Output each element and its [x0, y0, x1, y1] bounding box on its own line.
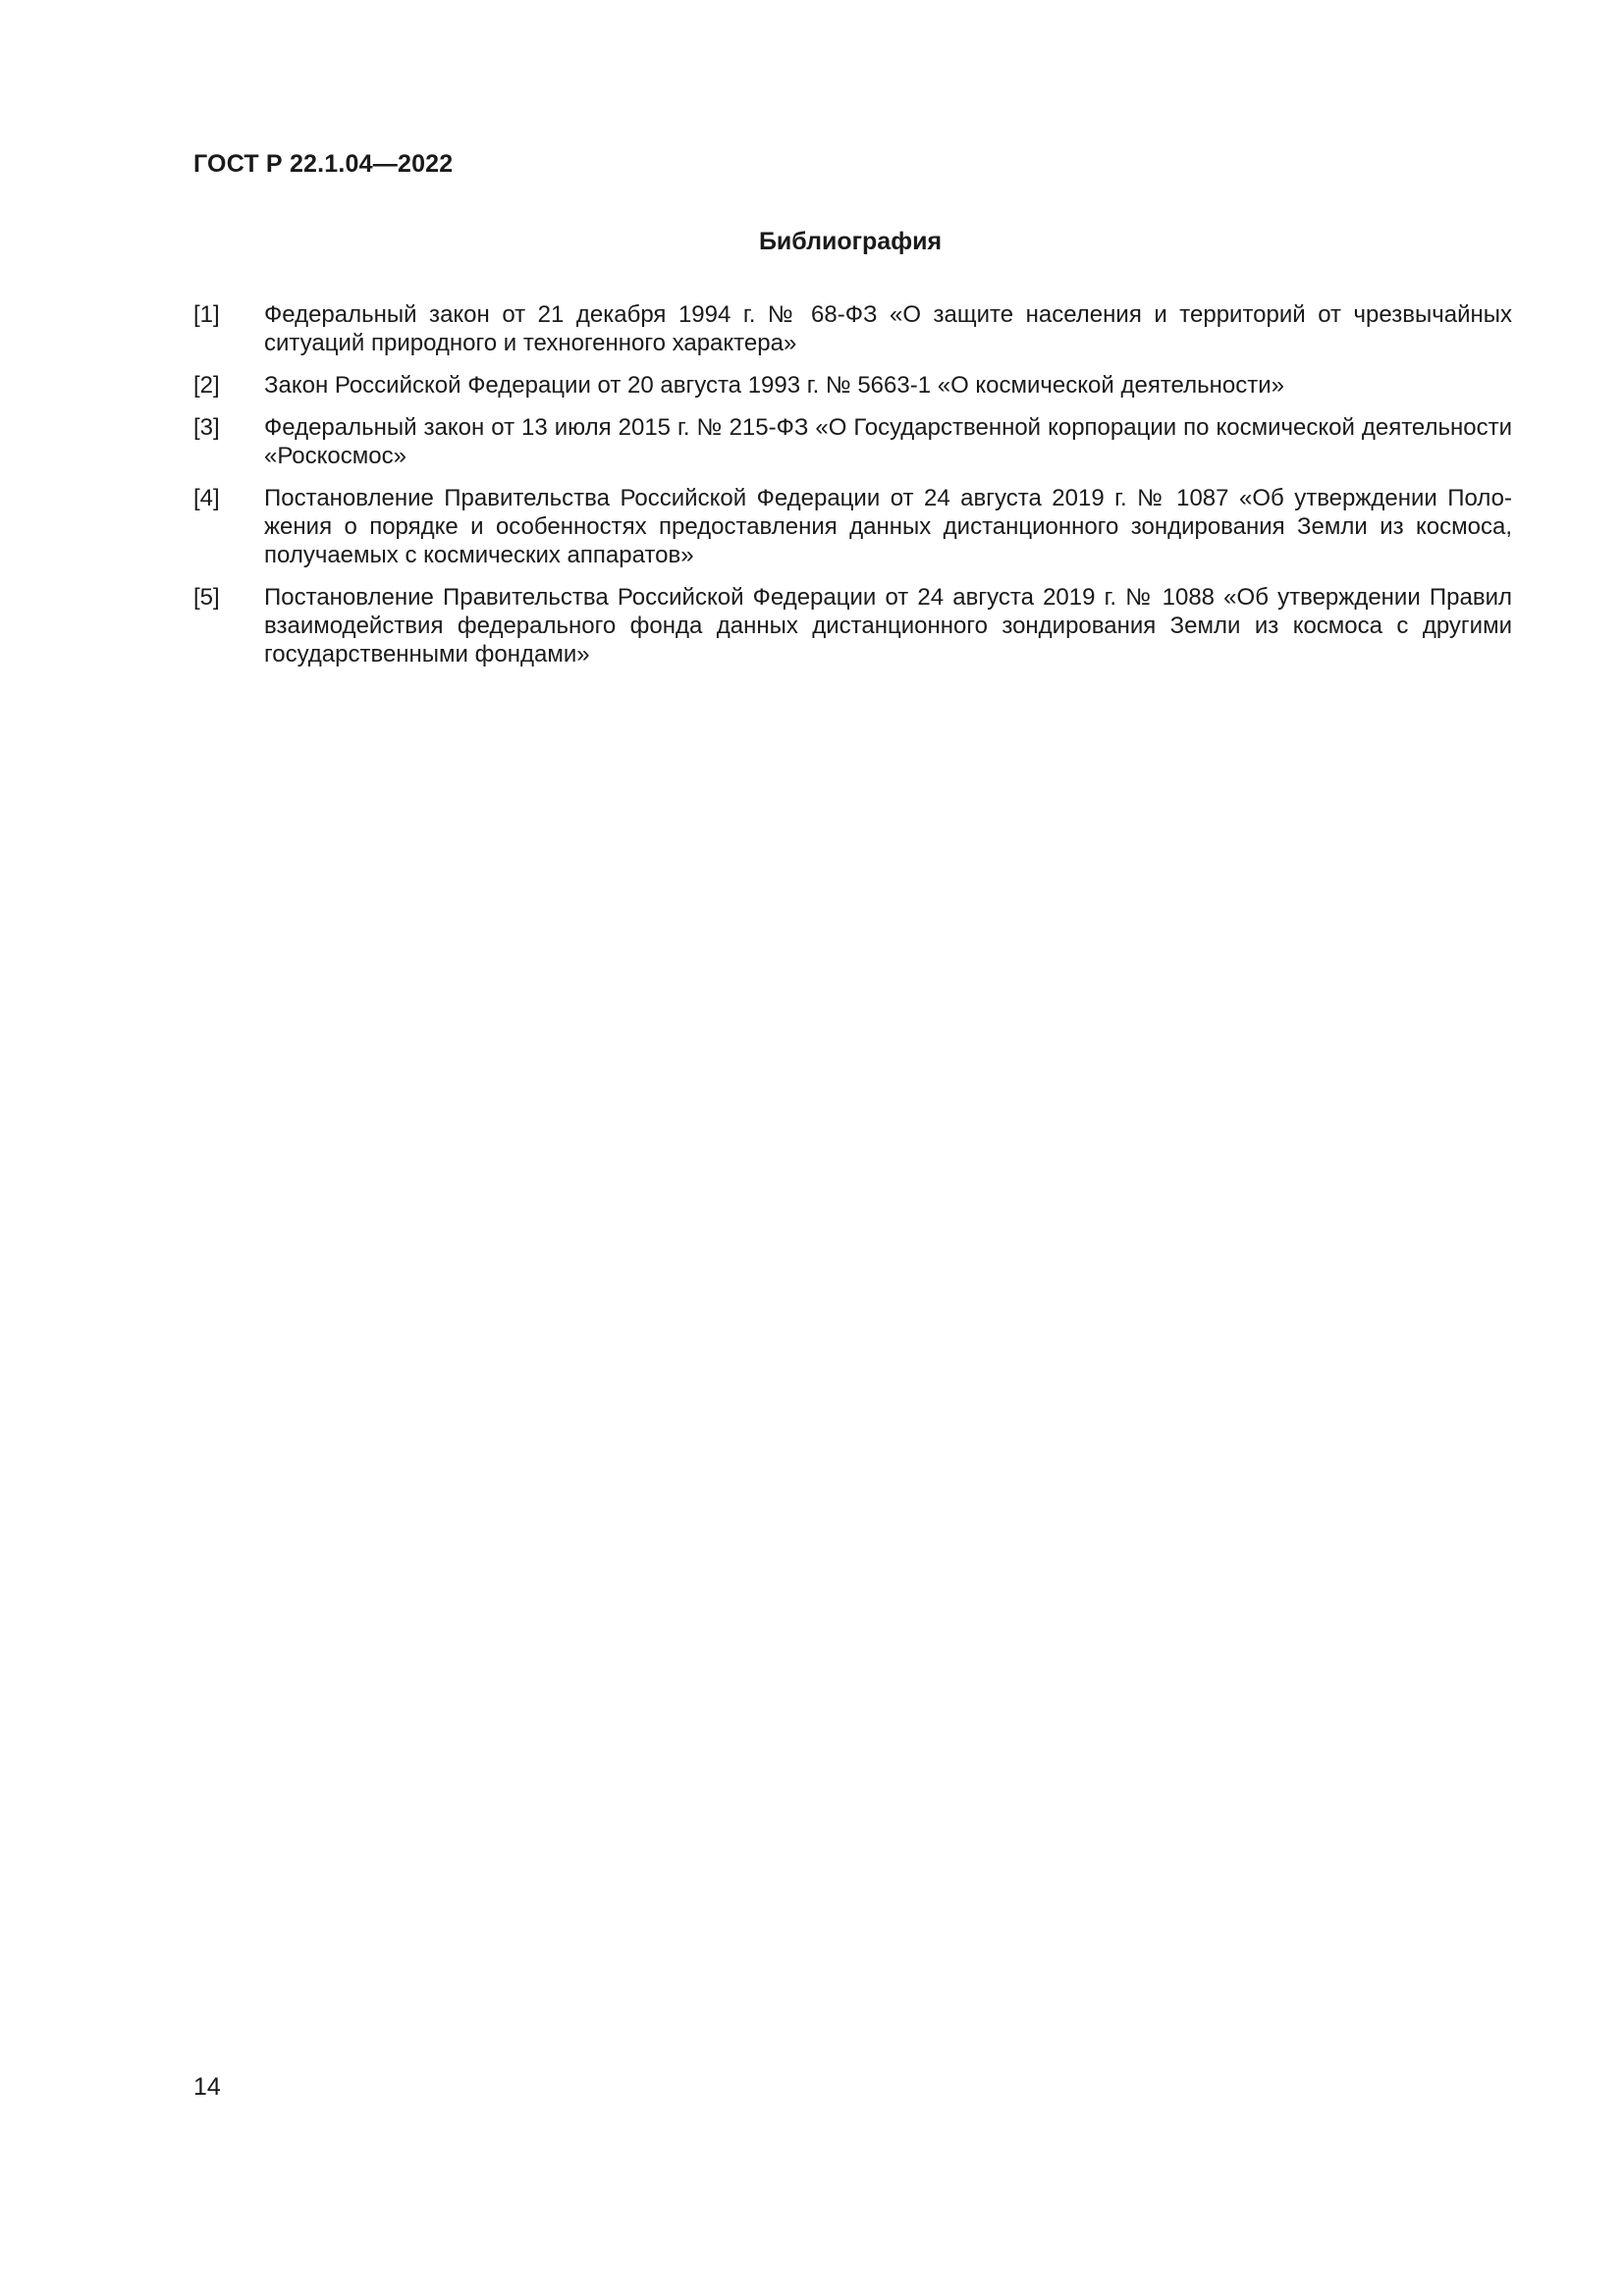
- section-title: Библиография: [758, 228, 943, 255]
- bibliography-entry-number: [4]: [193, 485, 220, 511]
- bibliography-entry: [193, 371, 1512, 400]
- bibliography-entry-number: [5]: [193, 584, 220, 611]
- bibliography-entry-text: Федеральный закон от 21 декабря 1994 г. № 68-ФЗ «О защите населения и территорий от чрезвычайных ситуаций природного и техногенного характера»: [264, 301, 1512, 356]
- bibliography-entry: [193, 583, 1512, 668]
- bibliography-entry-text: Федеральный закон от 13 июля 2015 г. № 215-ФЗ «О Государственной корпорации по космической деятельности «Роскосмос»: [264, 414, 1512, 469]
- bibliography-entry-text: Закон Российской Федерации от 20 августа 1993 г. № 5663-1 «О космической деятельности»: [264, 372, 1284, 399]
- page-number: 14: [193, 2073, 221, 2101]
- bibliography-list: [193, 300, 1512, 682]
- bibliography-entry-text: Постановление Правительства Российской Федерации от 24 августа 2019 г. № 1087 «Об утверждении Положения о порядке и особенностях предоставления данных дистанционного зондирования Земли из космоса, получаемых с космических аппаратов»: [264, 485, 1512, 568]
- bibliography-entry-number: [3]: [193, 414, 220, 441]
- bibliography-entry: [193, 413, 1512, 470]
- bibliography-entry: [193, 484, 1512, 569]
- bibliography-entry-number: [1]: [193, 301, 220, 328]
- document-code-header: ГОСТ Р 22.1.04—2022: [193, 150, 454, 178]
- bibliography-entry: [193, 300, 1512, 357]
- bibliography-entry-number: [2]: [193, 372, 220, 399]
- bibliography-entry-text: Постановление Правительства Российской Федерации от 24 августа 2019 г. № 1088 «Об утверждении Правил взаимодействия федерального фонда данных дистанционного зондирования Земли из космоса с другими государственными фондами»: [264, 584, 1512, 667]
